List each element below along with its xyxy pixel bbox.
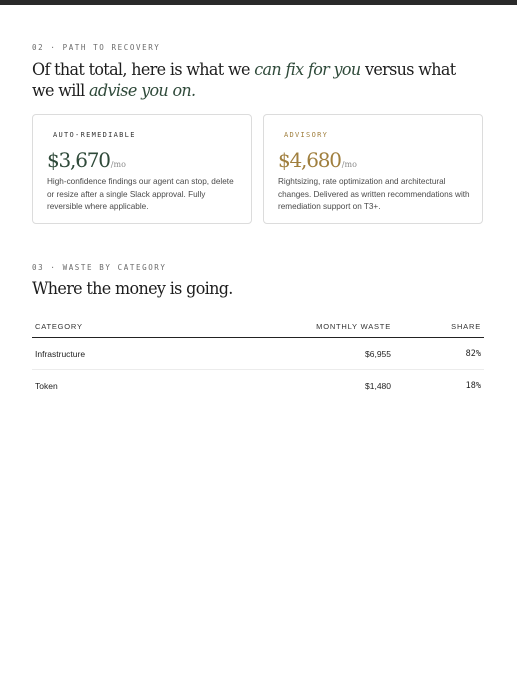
row-share: 18% xyxy=(465,380,481,391)
column-header-share: SHARE xyxy=(394,315,484,338)
table-header-row xyxy=(32,315,484,338)
headline-text: Of that total, here is what we xyxy=(32,60,255,80)
headline-emphasis: advise you on. xyxy=(89,81,196,101)
headline-emphasis: can fix for you xyxy=(254,60,361,80)
recovery-eyebrow xyxy=(32,43,484,52)
recovery-cards xyxy=(32,114,484,226)
card-amount-unit: /mo xyxy=(110,160,126,169)
card-amount: $4,680 xyxy=(278,148,341,172)
row-category: Infrastructure xyxy=(32,338,258,370)
card-label: ADVISORY xyxy=(284,131,329,139)
card-description: Rightsizing, rate optimization and architectural changes. Delivered as written recommendations with remediation support on T3+. xyxy=(278,177,470,211)
card-amount-row xyxy=(47,148,126,172)
column-header-category: CATEGORY xyxy=(32,315,258,338)
card-label: AUTO-REMEDIABLE xyxy=(53,131,136,139)
headline-text: versus what we will xyxy=(32,60,456,101)
table-row xyxy=(32,338,484,370)
card-description: High-confidence findings our agent can stop, delete or resize after a single Slack approval. Fully reversible where applicable. xyxy=(47,177,234,211)
row-share: 82% xyxy=(394,338,484,370)
row-monthly-waste: $1,480 xyxy=(365,380,391,391)
waste-headline xyxy=(32,279,484,300)
card-amount: $3,670 xyxy=(47,148,110,172)
column-header-monthly-waste: MONTHLY WASTE xyxy=(258,315,394,338)
section-eyebrow: 03 · WASTE BY CATEGORY xyxy=(32,263,167,272)
row-monthly-waste: $6,955 xyxy=(258,338,394,370)
row-category: Token xyxy=(35,380,58,391)
section-eyebrow: 02 · PATH TO RECOVERY xyxy=(32,43,161,52)
waste-table xyxy=(32,315,484,401)
card-amount-unit: /mo xyxy=(341,160,357,169)
table-row xyxy=(32,370,484,402)
card-amount-row xyxy=(278,148,357,172)
advisory-card xyxy=(263,114,483,224)
auto-remediable-card xyxy=(32,114,252,224)
section-headline: Where the money is going. xyxy=(32,279,233,299)
top-bar xyxy=(0,0,517,5)
recovery-headline xyxy=(32,60,484,102)
waste-eyebrow xyxy=(32,263,484,272)
section-headline xyxy=(32,60,474,102)
